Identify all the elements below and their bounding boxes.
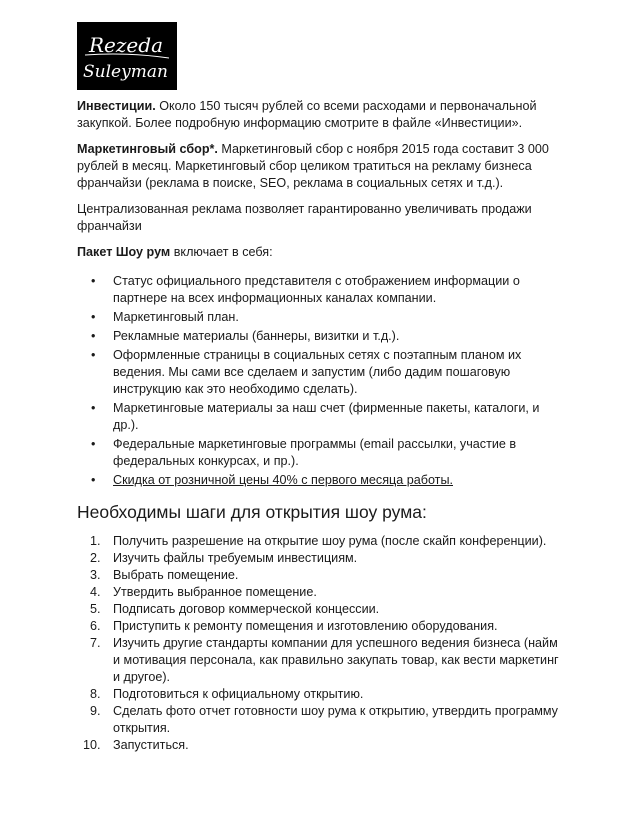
package-heading: Пакет Шоу рум (77, 245, 171, 259)
centralized-ads-text: Централизованная реклама позволяет гарантированно увеличивать продажи франчайзи (77, 202, 532, 233)
bullet-text: Рекламные материалы (баннеры, визитки и т.д.). (113, 329, 400, 343)
bullet-item (77, 472, 565, 489)
centralized-ads-paragraph (77, 201, 565, 235)
bullet-item (77, 273, 565, 307)
bullet-text: Статус официального представителя с отображением информации о партнере на всех информационных каналах компании. (113, 274, 520, 305)
step-text: Получить разрешение на открытие шоу рума (после скайп конференции). (113, 534, 547, 548)
investments-paragraph (77, 98, 565, 132)
step-text: Изучить файлы требуемым инвестициям. (113, 551, 358, 565)
steps-list (77, 533, 565, 754)
package-bullet-list (77, 273, 565, 489)
steps-heading: Необходимы шаги для открытия шоу рума: (77, 502, 427, 522)
step-text: Утвердить выбранное помещение. (113, 585, 317, 599)
bullet-text-discount: Скидка от розничной цены 40% с первого месяца работы. (113, 473, 453, 487)
investments-text: Около 150 тысяч рублей со всеми расходами и первоначальной закупкой. Более подробную информацию смотрите в файле «Инвестиции». (77, 99, 537, 130)
bullet-text: Маркетинговые материалы за наш счет (фирменные пакеты, каталоги, и др.). (113, 401, 540, 432)
bullet-dot: • (91, 437, 96, 451)
step-text: Сделать фото отчет готовности шоу рума к открытию, утвердить программу открытия. (113, 704, 558, 735)
bullet-item (77, 400, 565, 434)
bullet-dot: • (91, 348, 96, 362)
step-number: 8. (90, 687, 101, 701)
bullet-dot: • (91, 310, 96, 324)
package-text: включает в себя: (170, 245, 273, 259)
logo-line-1: Rezeda (89, 33, 163, 57)
document-body (77, 98, 565, 754)
step-number: 4. (90, 585, 101, 599)
step-number: 9. (90, 704, 101, 718)
marketing-fee-text: Маркетинговый сбор с ноября 2015 года составит 3 000 рублей в месяц. Маркетинговый сбор целиком тратиться на рекламу бизнеса франчайзи (реклама в поиске, SEO, реклама в социальных сетях и т.д.). (77, 142, 549, 190)
logo-line-2: Suleyman (83, 62, 168, 82)
step-item (77, 533, 565, 550)
bullet-dot: • (91, 329, 96, 343)
bullet-text: Оформленные страницы в социальных сетях с поэтапным планом их ведения. Мы сами все сделаем и запустим (либо дадим пошаговую инструкцию как это необходимо сделать). (113, 348, 522, 396)
brand-logo (77, 22, 177, 90)
step-item (77, 567, 565, 584)
step-text: Подготовиться к официальному открытию. (113, 687, 364, 701)
step-item (77, 635, 565, 686)
step-item (77, 584, 565, 601)
marketing-fee-heading: Маркетинговый сбор*. (77, 142, 218, 156)
investments-heading: Инвестиции. (77, 99, 156, 113)
bullet-text: Федеральные маркетинговые программы (email рассылки, участие в федеральных конкурсах, и пр.). (113, 437, 517, 468)
step-item (77, 737, 565, 754)
logo-artwork (77, 22, 177, 90)
step-item (77, 601, 565, 618)
bullet-text: Маркетинговый план. (113, 310, 239, 324)
step-number: 1. (90, 534, 101, 548)
step-text: Подписать договор коммерческой концессии. (113, 602, 380, 616)
step-number: 2. (90, 551, 101, 565)
package-paragraph (77, 244, 565, 261)
step-item (77, 550, 565, 567)
step-item (77, 686, 565, 703)
marketing-fee-paragraph (77, 141, 565, 192)
bullet-item (77, 309, 565, 326)
step-number: 10. (83, 738, 101, 752)
step-number: 5. (90, 602, 101, 616)
step-text: Изучить другие стандарты компании для успешного ведения бизнеса (найм и мотивация персонала, как правильно закупать товар, как вести маркетинг и другое). (113, 636, 559, 684)
step-text: Выбрать помещение. (113, 568, 239, 582)
bullet-dot: • (91, 274, 96, 288)
step-text: Запуститься. (113, 738, 189, 752)
bullet-dot: • (91, 401, 96, 415)
bullet-item (77, 328, 565, 345)
bullet-dot: • (91, 473, 96, 487)
step-number: 6. (90, 619, 101, 633)
step-item (77, 703, 565, 737)
step-number: 3. (90, 568, 101, 582)
bullet-item (77, 436, 565, 470)
step-item (77, 618, 565, 635)
step-text: Приступить к ремонту помещения и изготовлению оборудования. (113, 619, 498, 633)
bullet-item (77, 347, 565, 398)
step-number: 7. (90, 636, 101, 650)
